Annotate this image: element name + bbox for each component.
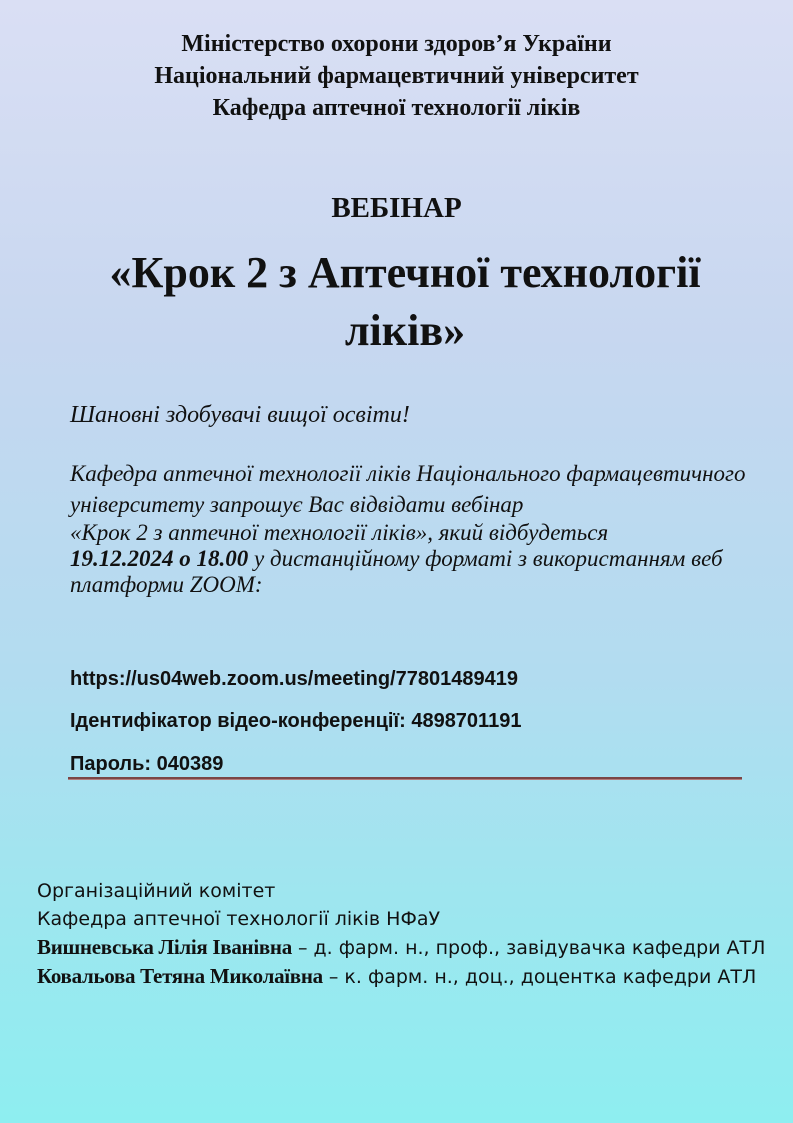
webinar-title: «Крок 2 з Аптечної технології ліків» <box>109 248 701 355</box>
committee-heading: Організаційний комітет <box>37 880 276 902</box>
greeting: Шановні здобувачі вищої освіти! <box>70 402 410 428</box>
organizer-entry <box>37 962 767 991</box>
section-divider <box>68 777 742 780</box>
organizer-role: – д. фарм. н., проф., завідувачка кафедри АТЛ <box>291 937 766 959</box>
webinar-label: ВЕБІНАР <box>331 192 462 224</box>
organizing-committee <box>37 877 767 991</box>
invitation-paragraph-rest <box>70 520 750 598</box>
meeting-password: Пароль: 040389 <box>70 753 224 775</box>
department-name: Кафедра аптечної технології ліків <box>212 95 581 121</box>
committee-department: Кафедра аптечної технології ліків НФаУ <box>37 908 441 930</box>
conference-id: Ідентифікатор відео-конференції: 4898701191 <box>70 710 522 732</box>
invitation-paragraph-start: Кафедра аптечної технології ліків Національного фармацевтичного університету запрошує Вас відвідати вебінар <box>70 461 746 517</box>
invitation-text <box>70 458 750 598</box>
meeting-link[interactable]: https://us04web.zoom.us/meeting/77801489419 <box>70 668 518 690</box>
institution-header <box>0 28 793 124</box>
organizer-role: – к. фарм. н., доц., доцентка кафедри АТЛ <box>322 966 757 988</box>
organizer-name: Вишневська Лілія Іванівна <box>37 935 292 959</box>
invitation-format: у дистанційному форматі з використанням веб платформи ZOOM: <box>70 546 723 597</box>
organizer-name: Ковальова Тетяна Миколаївна <box>37 964 323 988</box>
event-date-time: 19.12.2024 о 18.00 <box>70 546 249 571</box>
invitation-course-title: «Крок 2 з аптечної технології ліків», який відбудеться <box>70 520 609 545</box>
ministry-name: Міністерство охорони здоров’я України <box>181 31 612 57</box>
university-name: Національний фармацевтичний університет <box>154 63 639 89</box>
organizer-entry <box>37 933 767 962</box>
